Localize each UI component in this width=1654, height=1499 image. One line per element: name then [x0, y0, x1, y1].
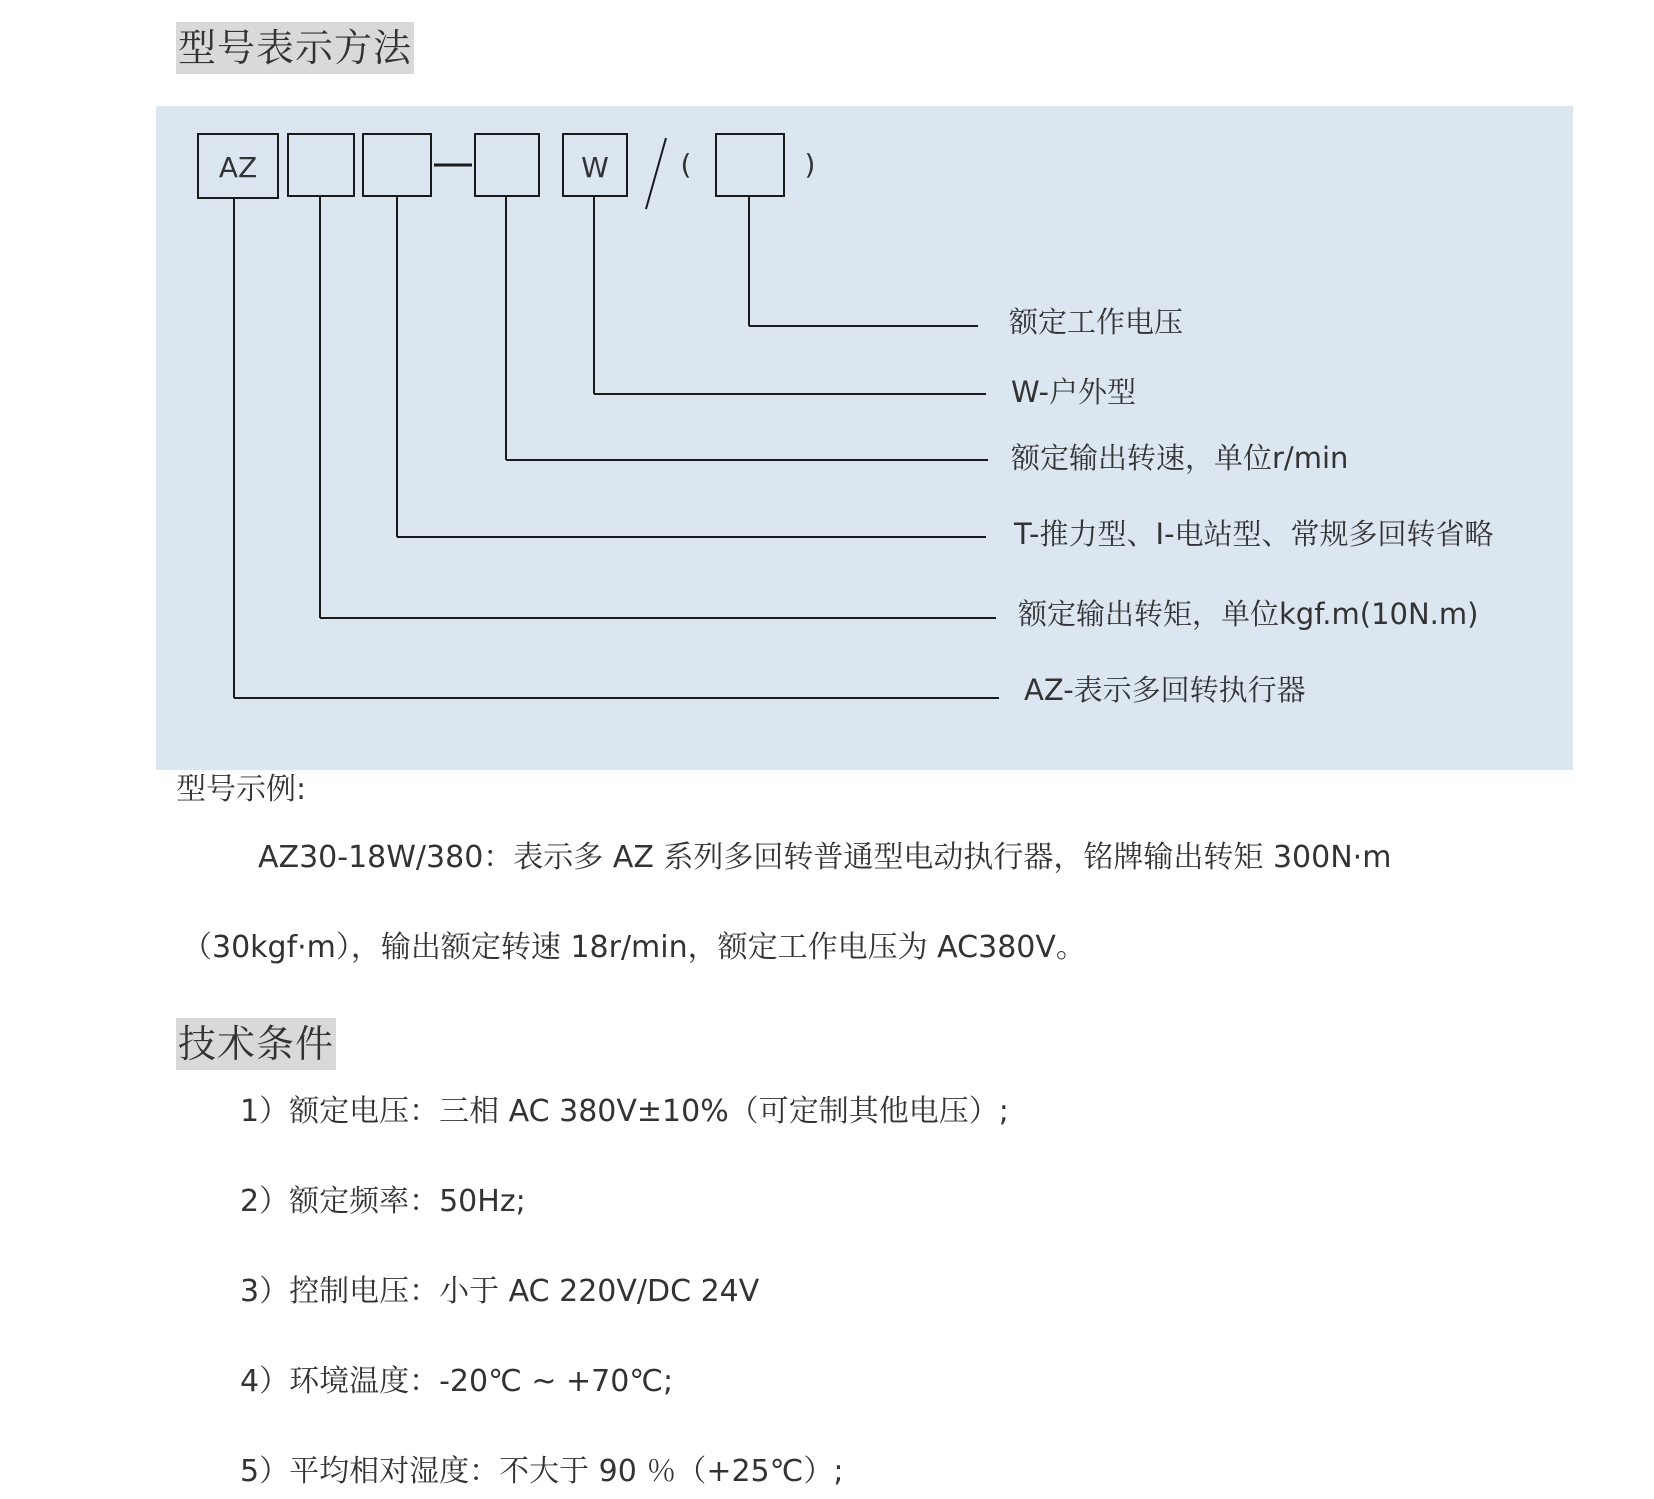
- model-code-diagram: [156, 106, 1573, 770]
- code-w-text: W: [581, 151, 609, 184]
- code-box-voltage: [716, 134, 784, 196]
- condition-item-1: 1）额定电压：三相 AC 380V±10%（可定制其他电压）;: [240, 1094, 1009, 1129]
- code-az-text: AZ: [218, 151, 258, 184]
- label-rated-torque: 额定输出转矩，单位kgf.m(10N.m): [1018, 597, 1479, 631]
- condition-item-5: 5）平均相对湿度：不大于 90 ％（+25℃）;: [240, 1454, 844, 1489]
- diagram-lines: [156, 106, 1573, 770]
- condition-item-2: 2）额定频率：50Hz;: [240, 1184, 526, 1219]
- label-type-code: T-推力型、I-电站型、常规多回转省略: [1014, 517, 1494, 551]
- code-box-type: [363, 134, 431, 196]
- label-rated-speed: 额定输出转速，单位r/min: [1011, 441, 1349, 475]
- code-box-torque: [288, 134, 354, 196]
- label-outdoor-type: W-户外型: [1011, 375, 1136, 409]
- section-title-conditions: 技术条件: [176, 1018, 336, 1070]
- label-rated-voltage: 额定工作电压: [1009, 305, 1184, 339]
- condition-item-3: 3）控制电压：小于 AC 220V/DC 24V: [240, 1274, 760, 1309]
- example-line-1: AZ30-18W/380：表示多 AZ 系列多回转普通型电动执行器，铭牌输出转矩 300N·m: [258, 840, 1392, 875]
- code-box-speed: [475, 134, 539, 196]
- close-paren: ): [804, 148, 816, 181]
- example-title: 型号示例:: [176, 772, 307, 807]
- condition-item-4: 4）环境温度：-20℃ ~ +70℃;: [240, 1364, 674, 1399]
- label-az-meaning: AZ-表示多回转执行器: [1024, 673, 1306, 707]
- slash-line: [646, 138, 666, 209]
- section-title-model: 型号表示方法: [176, 22, 414, 74]
- example-line-2: （30kgf·m），输出额定转速 18r/min，额定工作电压为 AC380V。: [182, 930, 1086, 965]
- open-paren: (: [680, 148, 692, 181]
